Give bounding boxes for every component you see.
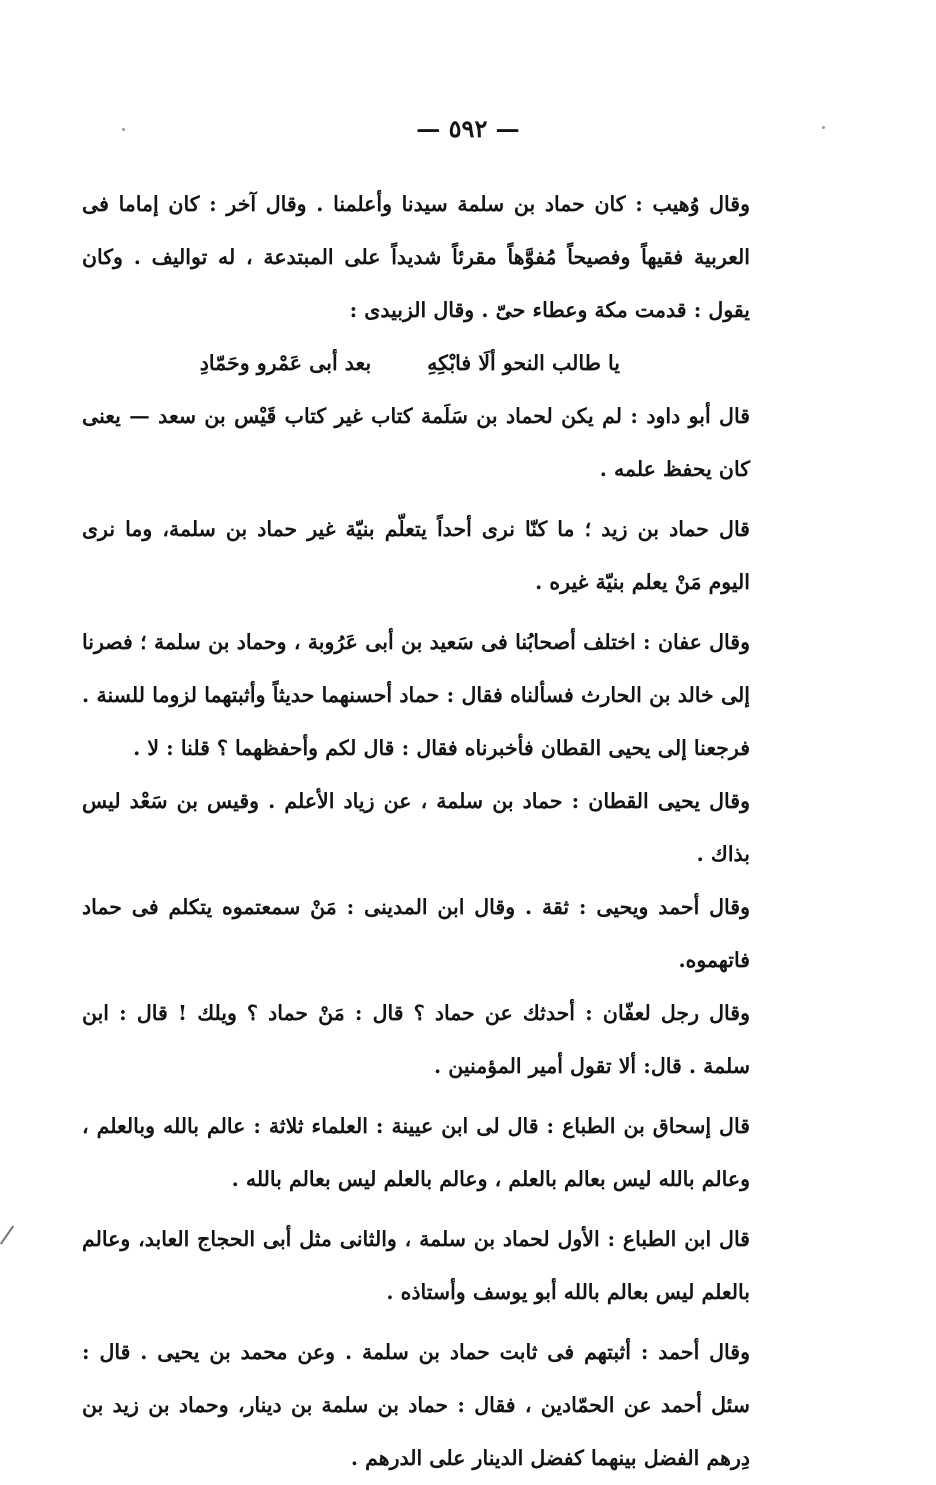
scan-margin-mark xyxy=(0,1225,14,1244)
poetry-verse xyxy=(82,337,750,390)
paragraph-yahya-al-qattan: وقال يحيى القطان : حماد بن سلمة ، عن زياد الأعلم . وقيس بن سَعْد ليس بذاك . xyxy=(82,789,750,866)
scan-speck xyxy=(122,128,125,131)
paragraph-ibn-al-tabba: قال ابن الطباع : الأول لحماد بن سلمة ، والثانى مثل أبى الحجاج العابد، وعالم بالعلم ليس بعالم بالله أبو يوسف وأستاذه . xyxy=(82,1227,750,1304)
verse-second-hemistich: بعد أبى عَمْرو وحَمّادِ xyxy=(199,351,372,375)
page-body xyxy=(82,178,750,1485)
paragraph-ahmad-thabit: وقال أحمد : أثبتهم فى ثابت حماد بن سلمة . وعن محمد بن يحيى . قال : سئل أحمد عن الحمّادين ، فقال : حماد بن سلمة بن دينار، وحماد بن زيد بن دِرهم الفضل بينهما كفضل الدينار على الدرهم . xyxy=(82,1340,750,1470)
verse-first-hemistich: يا طالب النحو ألَا فابْكِهِ xyxy=(427,351,620,375)
paragraph-ishaq-ibn-al-tabba: قال إسحاق بن الطباع : قال لى ابن عيينة : العلماء ثلاثة : عالم بالله وبالعلم ، وعالم بالله ليس بعالم بالعلم ، وعالم بالعلم ليس بعالم بالله . xyxy=(82,1114,750,1191)
paragraph-affan: وقال عفان : اختلف أصحابُنا فى سَعيد بن أبى عَرُوبة ، وحماد بن سلمة ؛ فصرنا إلى خالد بن الحارث فسألناه فقال : حماد أحسنهما حديثاً وأثبتهما لزوما للسنة . فرجعنا إلى يحيى القطان فأخبرناه فقال : قال لكم وأحفظهما ؟ قلنا : لا . xyxy=(82,630,750,760)
page-number: — ٥٩٢ — xyxy=(416,114,520,143)
paragraph-hammad-ibn-zayd: قال حماد بن زيد ؛ ما كنّا نرى أحداً يتعلّم بنيّة غير حماد بن سلمة، وما نرى اليوم مَنْ يعلم بنيّة غيره . xyxy=(82,517,750,594)
scan-speck xyxy=(822,126,825,129)
paragraph-abu-dawud: قال أبو داود : لم يكن لحماد بن سَلَمة كتاب غير كتاب قَيْس بن سعد — يعنى كان يحفظ علمه . xyxy=(82,404,750,481)
paragraph-ahmad-yahya: وقال أحمد ويحيى : ثقة . وقال ابن المدينى : مَنْ سمعتموه يتكلم فى حماد فاتهموه. xyxy=(82,895,750,972)
paragraph-wuhayb: وقال وُهيب : كان حماد بن سلمة سيدنا وأعلمنا . وقال آخر : كان إماما فى العربية فقيهاً وفصيحاً مُفوَّهاً مقرئاً شديداً على المبتدعة ، له تواليف . وكان يقول : قدمت مكة وعطاء حىّ . وقال الزبيدى : xyxy=(82,192,750,322)
paragraph-man-to-affan: وقال رجل لعفّان : أحدثك عن حماد ؟ قال : مَنْ حماد ؟ ويلك ! قال : ابن سلمة . قال: ألا تقول أمير المؤمنين . xyxy=(82,1001,750,1078)
